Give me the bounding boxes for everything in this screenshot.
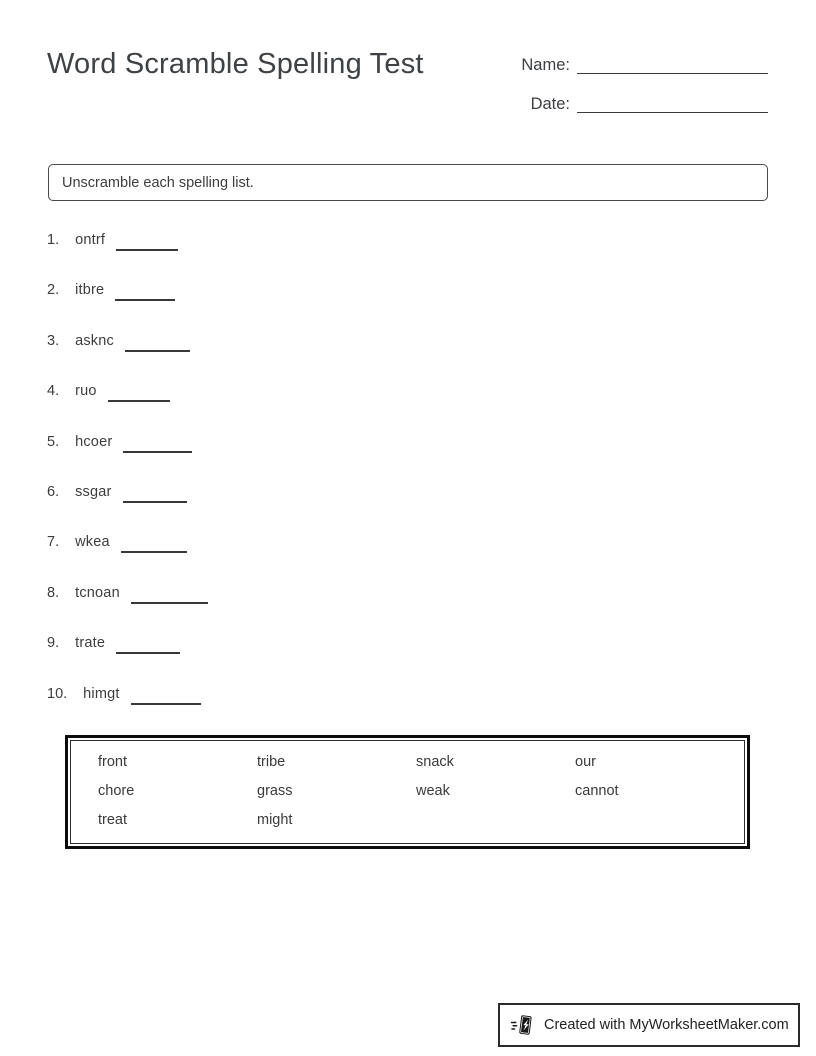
credit-text: Created with MyWorksheetMaker.com: [544, 1017, 789, 1033]
answer-blank[interactable]: [131, 588, 208, 604]
instructions-box: [48, 164, 768, 201]
item-scrambled-word: hcoer: [75, 433, 113, 450]
scramble-list-item: [47, 534, 208, 584]
word-bank-word: grass: [257, 783, 293, 799]
date-row: [521, 89, 768, 115]
item-number: 6.: [47, 483, 60, 500]
item-scrambled-word: wkea: [75, 534, 110, 551]
word-bank-word: might: [257, 812, 293, 828]
item-number: 7.: [47, 534, 60, 551]
word-bank-word: snack: [416, 754, 454, 770]
item-number: 10.: [47, 685, 68, 702]
answer-blank[interactable]: [131, 689, 201, 705]
name-date-block: [521, 50, 768, 115]
item-scrambled-word: trate: [75, 635, 106, 652]
item-scrambled-word: itbre: [75, 282, 105, 299]
scramble-list-item: [47, 232, 208, 282]
answer-blank[interactable]: [123, 487, 187, 503]
answer-blank[interactable]: [125, 336, 190, 352]
flying-worksheet-icon: [510, 1012, 536, 1038]
answer-blank[interactable]: [121, 537, 187, 553]
item-number: 5.: [47, 433, 60, 450]
answer-blank[interactable]: [116, 235, 178, 251]
page-title: Word Scramble Spelling Test: [47, 48, 424, 80]
date-fill-line[interactable]: [577, 112, 768, 113]
item-scrambled-word: tcnoan: [75, 584, 120, 601]
word-bank: [65, 735, 750, 849]
scramble-list-item: [47, 434, 208, 484]
item-number: 8.: [47, 584, 60, 601]
scramble-list-item: [47, 635, 208, 685]
item-scrambled-word: asknc: [75, 332, 114, 349]
name-fill-line[interactable]: [577, 73, 768, 74]
name-label: Name:: [521, 56, 570, 75]
date-label: Date:: [530, 95, 570, 114]
scramble-list-item: [47, 484, 208, 534]
answer-blank[interactable]: [116, 638, 180, 654]
name-row: [521, 50, 768, 76]
scramble-list-item: [47, 333, 208, 383]
word-bank-word: our: [575, 754, 596, 770]
word-bank-word: chore: [98, 783, 135, 799]
answer-blank[interactable]: [123, 437, 192, 453]
item-number: 9.: [47, 635, 60, 652]
scramble-list-item: [47, 686, 208, 736]
answer-blank[interactable]: [108, 386, 170, 402]
word-bank-word: front: [98, 754, 128, 770]
word-bank-word: weak: [416, 783, 450, 799]
item-number: 4.: [47, 383, 60, 400]
item-scrambled-word: ruo: [75, 383, 97, 400]
scramble-list: [47, 232, 208, 736]
item-number: 2.: [47, 282, 60, 299]
item-scrambled-word: ontrf: [75, 232, 106, 248]
answer-blank[interactable]: [115, 285, 175, 301]
item-scrambled-word: himgt: [83, 685, 120, 702]
word-bank-word: treat: [98, 812, 128, 828]
word-bank-word: cannot: [575, 783, 619, 799]
scramble-list-item: [47, 585, 208, 635]
word-bank-word: tribe: [257, 754, 286, 770]
item-scrambled-word: ssgar: [75, 483, 112, 500]
word-bank-grid: [70, 740, 745, 844]
item-number: 3.: [47, 332, 60, 349]
item-number: 1.: [47, 232, 60, 248]
scramble-list-item: [47, 282, 208, 332]
instructions-text: Unscramble each spelling list.: [62, 174, 254, 191]
scramble-list-item: [47, 383, 208, 433]
credit-badge: [498, 1003, 800, 1047]
